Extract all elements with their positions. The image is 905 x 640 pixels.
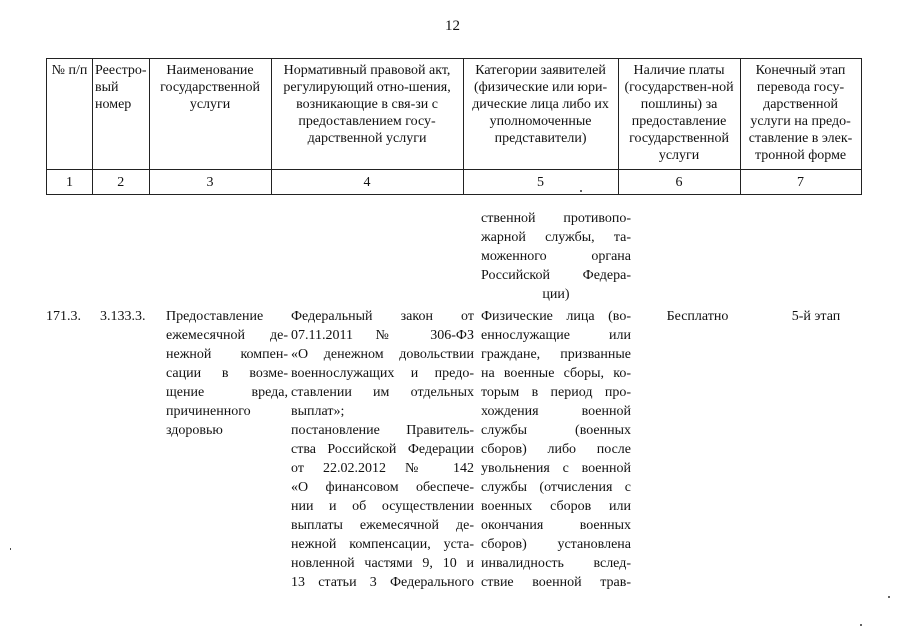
column-number: 6 [618, 170, 740, 195]
service-name-line: ежемесячной де- [166, 328, 288, 343]
category-line: еннослужащие или [481, 328, 631, 343]
category-line: хождения военной [481, 404, 631, 419]
header-registry: Реестро-вый номер [93, 59, 150, 170]
scan-speck [10, 548, 11, 550]
legal-act-line: постановление Правитель- [291, 423, 474, 438]
continuation-line: ственной противопо- [481, 211, 631, 226]
category-line: сборов) установлена [481, 537, 631, 552]
category-line: ствие военной трав- [481, 575, 631, 590]
header-legal-act: Нормативный правовой акт, регулирующий отно-шения, возникающие в свя-зи с предоставлением госу-дарственной услуги [271, 59, 463, 170]
legal-act-line: «О финансовом обеспече- [291, 480, 474, 495]
category-line: сборов) либо после [481, 442, 631, 457]
category-line: службы (отчисления с [481, 480, 631, 495]
service-name-line: здоровью [166, 423, 223, 438]
scan-speck [860, 624, 862, 626]
header-applicant-categories: Категории заявителей (физические или юри-дические лица либо их уполномоченные представители) [463, 59, 618, 170]
row-registry-number: 3.133.3. [100, 309, 146, 324]
column-number-row [47, 170, 862, 195]
category-line: военных сборов или [481, 499, 631, 514]
legal-act-line: выплаты ежемесячной де- [291, 518, 474, 533]
legal-act-line: выплат»; [291, 404, 345, 419]
service-name-line: сации в возме- [166, 366, 288, 381]
legal-act-line: 07.11.2011 № 306-ФЗ [291, 328, 474, 343]
row-service-name [166, 307, 288, 440]
continuation-line: ции) [542, 287, 570, 302]
page-number: 12 [445, 18, 460, 34]
legal-act-line: от 22.02.2012 № 142 [291, 461, 474, 476]
column-number: 7 [740, 170, 861, 195]
service-name-line: причиненного [166, 404, 251, 419]
header-row [47, 59, 862, 170]
legal-act-line: новленной частями 9, 10 и [291, 556, 474, 571]
scan-speck [888, 596, 890, 598]
continuation-text [481, 209, 631, 304]
service-name-line: щение вреда, [166, 385, 288, 400]
category-line: Физические лица (во- [481, 309, 631, 324]
continuation-line: жарной службы, та- [481, 230, 631, 245]
legal-act-line: Федеральный закон от [291, 309, 474, 324]
category-line: окончания военных [481, 518, 631, 533]
services-table-header [46, 58, 862, 195]
continuation-line: Российской Федера- [481, 268, 631, 283]
legal-act-line: военнослужащих и предо- [291, 366, 474, 381]
row-number: 171.3. [46, 309, 81, 324]
category-line: службы (военных [481, 423, 631, 438]
continuation-line: моженного органа [481, 249, 631, 264]
column-number: 1 [47, 170, 93, 195]
row-final-stage: 5-й этап [791, 309, 841, 324]
row-fee: Бесплатно [666, 309, 729, 324]
header-final-stage: Конечный этап перевода госу-дарственной услуги на предо-ставление в элек-тронной форме [740, 59, 861, 170]
legal-act-line: 13 статьи 3 Федерального [291, 575, 474, 590]
category-line: граждане, призванные [481, 347, 631, 362]
legal-act-line: нежной компенсации, уста- [291, 537, 474, 552]
legal-act-line: нии и об осуществлении [291, 499, 474, 514]
scan-speck [580, 190, 582, 192]
category-line: инвалидность вслед- [481, 556, 631, 571]
column-number: 3 [149, 170, 271, 195]
row-legal-act [291, 307, 474, 592]
header-service-name: Наименование государственной услуги [149, 59, 271, 170]
legal-act-line: «О денежном довольствии [291, 347, 474, 362]
service-name-line: Предоставление [166, 309, 264, 324]
legal-act-line: ства Российской Федерации [291, 442, 474, 457]
column-number: 2 [93, 170, 150, 195]
legal-act-line: ставлении им отдельных [291, 385, 474, 400]
service-name-line: нежной компен- [166, 347, 288, 362]
category-line: на военные сборы, ко- [481, 366, 631, 381]
header-fee: Наличие платы (государствен-ной пошлины) за предоставление государственной услуги [618, 59, 740, 170]
column-number: 5 [463, 170, 618, 195]
column-number: 4 [271, 170, 463, 195]
header-number: № п/п [47, 59, 93, 170]
category-line: торым в период про- [481, 385, 631, 400]
category-line: увольнения с военной [481, 461, 631, 476]
row-applicant-categories [481, 307, 631, 592]
